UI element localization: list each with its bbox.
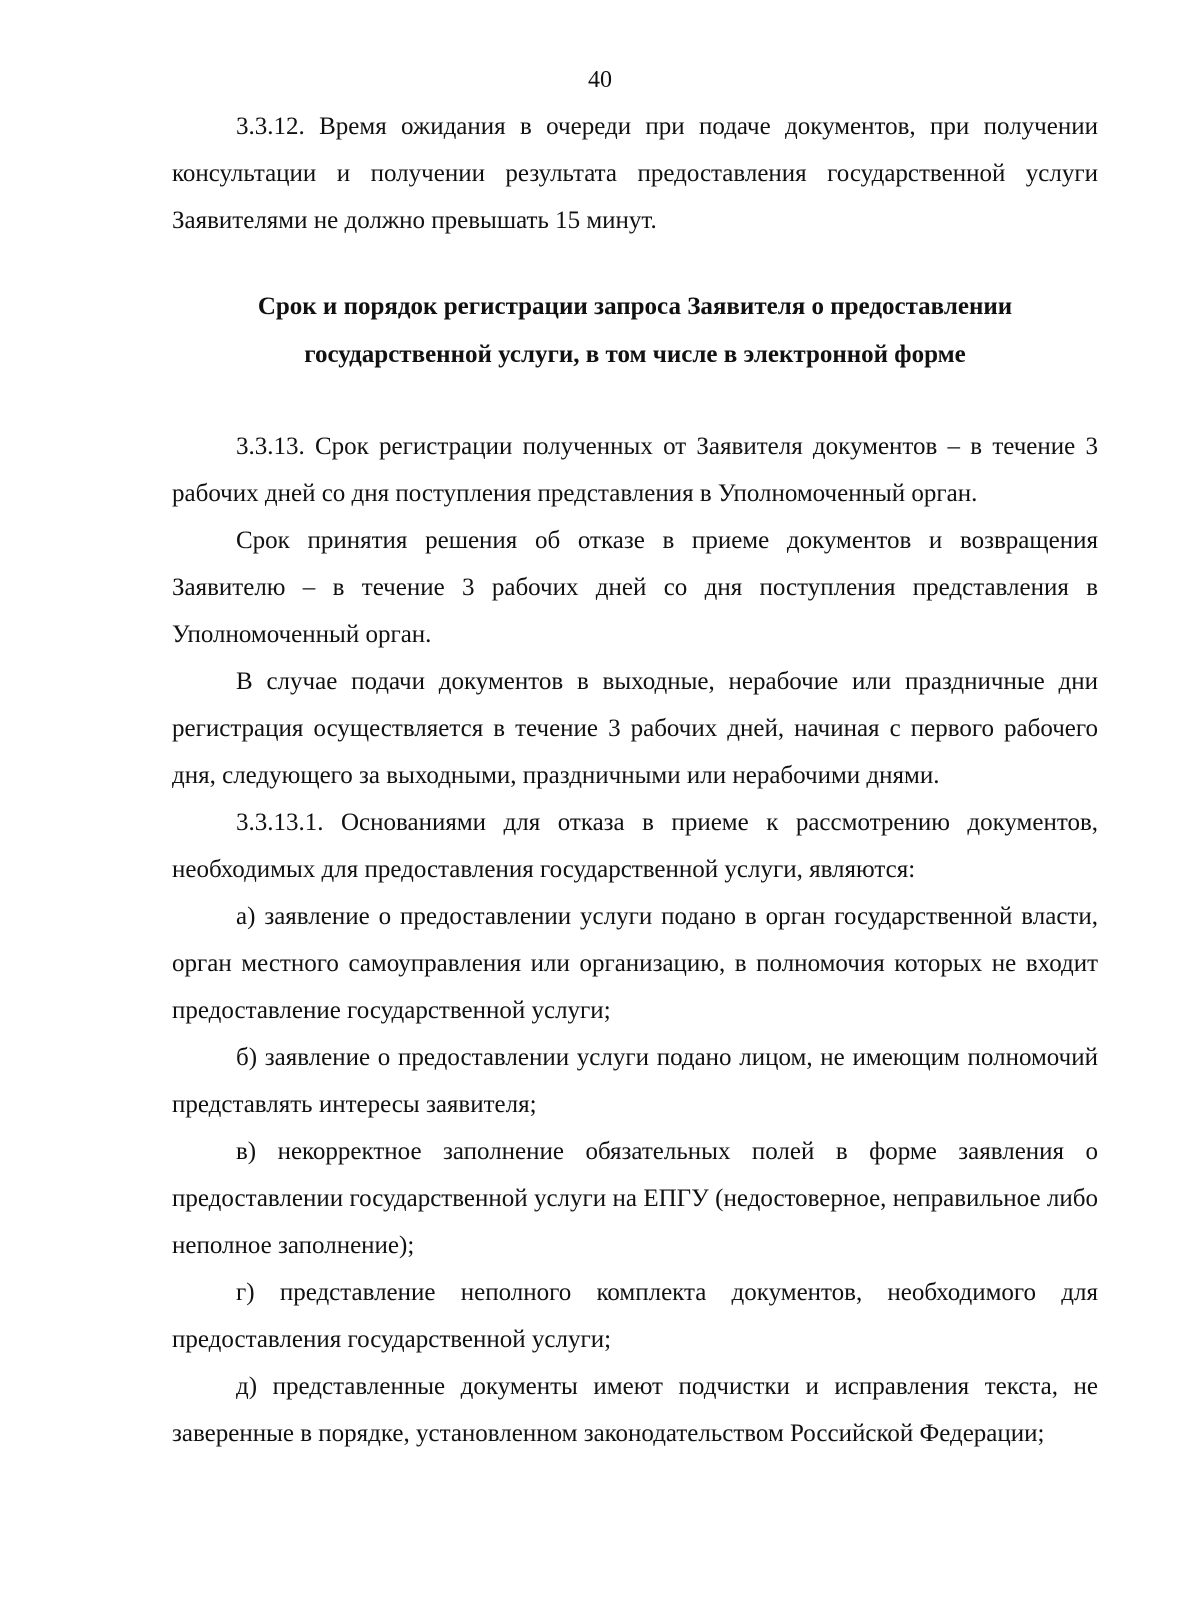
- paragraph-3-3-12: 3.3.12. Время ожидания в очереди при подаче документов, при получении консультации и получении результата предоставления государственной услуги Заявителями не должно превышать 15 минут.: [172, 113, 1098, 234]
- paragraph-holiday-registration: В случае подачи документов в выходные, нерабочие или праздничные дни регистрация осуществляется в течение 3 рабочих дней, начиная с первого рабочего дня, следующего за выходными, праздничными или нерабочими днями.: [172, 668, 1098, 789]
- paragraph-3-3-13-1: 3.3.13.1. Основаниями для отказа в приеме к рассмотрению документов, необходимых для предоставления государственной услуги, являются:: [172, 809, 1098, 883]
- section-3-3-13: [172, 423, 1098, 1457]
- heading-line-1: Срок и порядок регистрации запроса Заявителя о предоставлении: [257, 293, 1013, 320]
- heading-line-2: государственной услуги, в том числе в электронной форме: [304, 341, 966, 368]
- list-item-a: а) заявление о предоставлении услуги подано в орган государственной власти, орган местного самоуправления или организацию, в полномочия которых не входит предоставление государственной услуги;: [172, 903, 1098, 1024]
- paragraph-3-3-13: 3.3.13. Срок регистрации полученных от Заявителя документов – в течение 3 рабочих дней со дня поступления представления в Уполномоченный орган.: [172, 433, 1098, 507]
- list-item-d: д) представленные документы имеют подчистки и исправления текста, не заверенные в порядке, установленном законодательством Российской Федерации;: [172, 1373, 1098, 1447]
- page-number: 40: [588, 67, 612, 93]
- paragraph-refusal-term: Срок принятия решения об отказе в приеме документов и возвращения Заявителю – в течение 3 рабочих дней со дня поступления представления в Уполномоченный орган.: [172, 527, 1098, 648]
- list-item-g: г) представление неполного комплекта документов, необходимого для предоставления государственной услуги;: [172, 1279, 1098, 1353]
- list-item-v: в) некорректное заполнение обязательных полей в форме заявления о предоставлении государственной услуги на ЕПГУ (недостоверное, неправильное либо неполное заполнение);: [172, 1138, 1098, 1259]
- section-3-3-12: [172, 103, 1098, 244]
- list-item-b: б) заявление о предоставлении услуги подано лицом, не имеющим полномочий представлять интересы заявителя;: [172, 1044, 1098, 1118]
- section-heading: [172, 283, 1098, 379]
